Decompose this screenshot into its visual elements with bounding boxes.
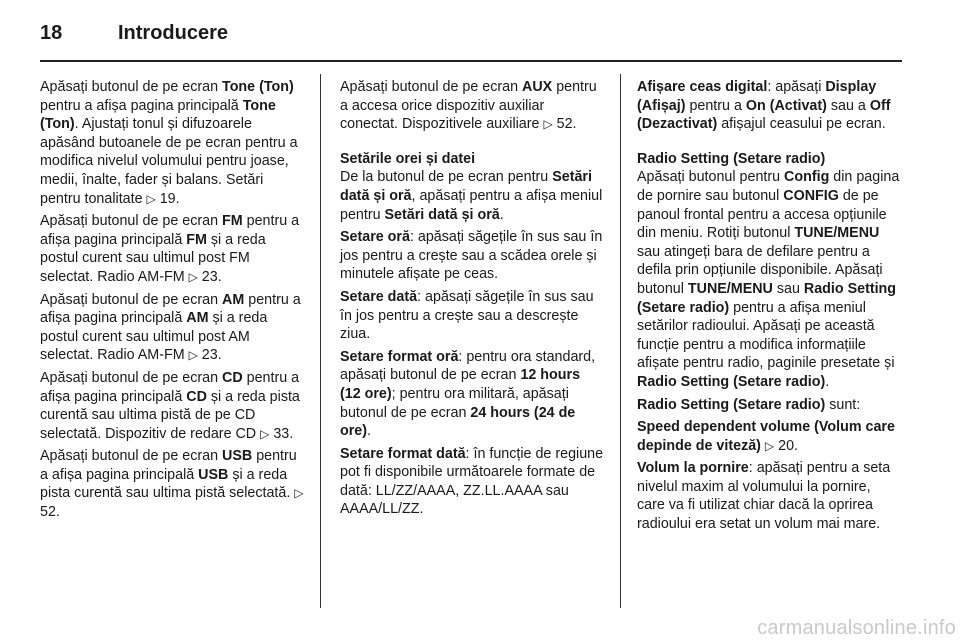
paragraph-radio-setting: Apăsați butonul pentru Config din pagina de pornire sau butonul CONFIG de pe panoul frontal pentru a accesa opțiunile din meniu. Rotiți butonul TUNE/MENU sau atingeți bara de defilare pentru a defila prin opțiunile disponibile. Apăsați butonul TUNE/MENU sau Radio Setting (Setare radio) pentru a afișa meniul setărilor radioului. Apăsați pe această funcție pentru a modifica informațiile afișate pentru radio, paginile presetate și Radio Setting (Setare radio). [637, 169, 900, 390]
paragraph-set-date: Setare dată: apăsați săgețile în sus sau în jos pentru a crește sau a descrește ziua. [340, 288, 594, 343]
paragraph-tone: Apăsați butonul de pe ecran Tone (Ton) pentru a afișa pagina principală Tone (Ton). Ajustați tonul și difuzoarele apăsând butoanele de pe ecran pentru a modifica nivelul volumului pentru joase, medii, înalte, fader și balans. Setări pentru tonalitate ▷ 19. [40, 79, 298, 207]
paragraph-datetime: De la butonul de pe ecran pentru Setări dată și oră, apăsați pentru a afișa meniul pentru Setări dată și oră. [340, 169, 603, 223]
column-3 [637, 78, 901, 538]
column-divider [620, 74, 621, 608]
page-header [40, 16, 228, 50]
page-ref-icon: ▷ [146, 191, 156, 206]
page-number: 18 [40, 21, 63, 44]
paragraph-aux: Apăsați butonul de pe ecran AUX pentru a accesa orice dispozitiv auxiliar conectat. Dispozitivele auxiliare ▷ 52. [340, 79, 597, 133]
header-rule [40, 60, 902, 62]
page-ref-icon: ▷ [188, 269, 198, 284]
section-heading: Setările orei și datei [340, 150, 476, 167]
section-title: Introducere [118, 21, 229, 44]
paragraph-clock-display: Afișare ceas digital: apăsați Display (Afișaj) pentru a On (Activat) sau a Off (Dezactivat) afișajul ceasului pe ecran. [637, 79, 891, 133]
paragraph-startup-volume: Volum la pornire: apăsați pentru a seta nivelul maxim al volumului la pornire, care va fi utilizat chiar dacă la oprirea radioului era setat un volum mai mare. [637, 460, 891, 533]
page-ref[interactable]: 19. [159, 190, 180, 207]
paragraph-date-format: Setare format dată: în funcție de regiune pot fi disponibile următoarele formate de dată: LL/ZZ/AAAA, ZZ.LL.AAAA sau AAAA/LL/ZZ. [340, 445, 604, 518]
page-ref[interactable]: 52. [40, 504, 60, 521]
paragraph-usb: Apăsați butonul de pe ecran USB pentru a afișa pagina principală USB și a reda pista curentă sau ultima pistă selectată. ▷ 52. [40, 448, 304, 521]
page-ref-icon: ▷ [543, 117, 553, 132]
column-1 [40, 78, 304, 526]
paragraph-radio-settings-are: Radio Setting (Setare radio) sunt: [637, 396, 861, 413]
page-ref[interactable]: 23. [201, 268, 222, 285]
page-ref[interactable]: 33. [273, 425, 294, 442]
page-ref-icon: ▷ [260, 426, 270, 441]
page-ref[interactable]: 52. [556, 116, 577, 133]
page-ref[interactable]: 23. [201, 347, 222, 364]
column-divider [320, 74, 321, 608]
paragraph-am: Apăsați butonul de pe ecran AM pentru a afișa pagina principală AM și a reda postul curent sau ultimul post AM selectat. Radio AM-FM ▷ 23. [40, 291, 301, 364]
paragraph-speed-volume: Speed dependent volume (Volum care depinde de viteză) ▷ 20. [637, 419, 895, 454]
paragraph-set-time: Setare oră: apăsați săgețile în sus sau în jos pentru a crește sau a scădea orele și minutele afișate pe ceas. [340, 229, 603, 283]
paragraph-cd: Apăsați butonul de pe ecran CD pentru a afișa pagina principală CD și a reda pista curentă sau ultima pistă de pe CD selectată. Dispozitiv de redare CD ▷ 33. [40, 369, 300, 442]
page-ref-icon: ▷ [188, 348, 198, 363]
watermark: carmanualsonline.info [757, 617, 956, 639]
section-heading: Radio Setting (Setare radio) [637, 150, 826, 167]
page-ref-icon: ▷ [294, 486, 304, 501]
page-ref-icon: ▷ [764, 438, 775, 453]
paragraph-time-format: Setare format oră: pentru ora standard, apăsați butonul de pe ecran 12 hours (12 ore); pentru ora militară, apăsați butonul de pe ecran 24 hours (24 de ore). [340, 348, 596, 440]
page-ref[interactable]: 20. [778, 437, 799, 454]
paragraph-fm: Apăsați butonul de pe ecran FM pentru a afișa pagina principală FM și a reda postul curent sau ultimul post FM selectat. Radio AM-FM ▷ 23. [40, 213, 300, 285]
column-2 [340, 78, 604, 523]
